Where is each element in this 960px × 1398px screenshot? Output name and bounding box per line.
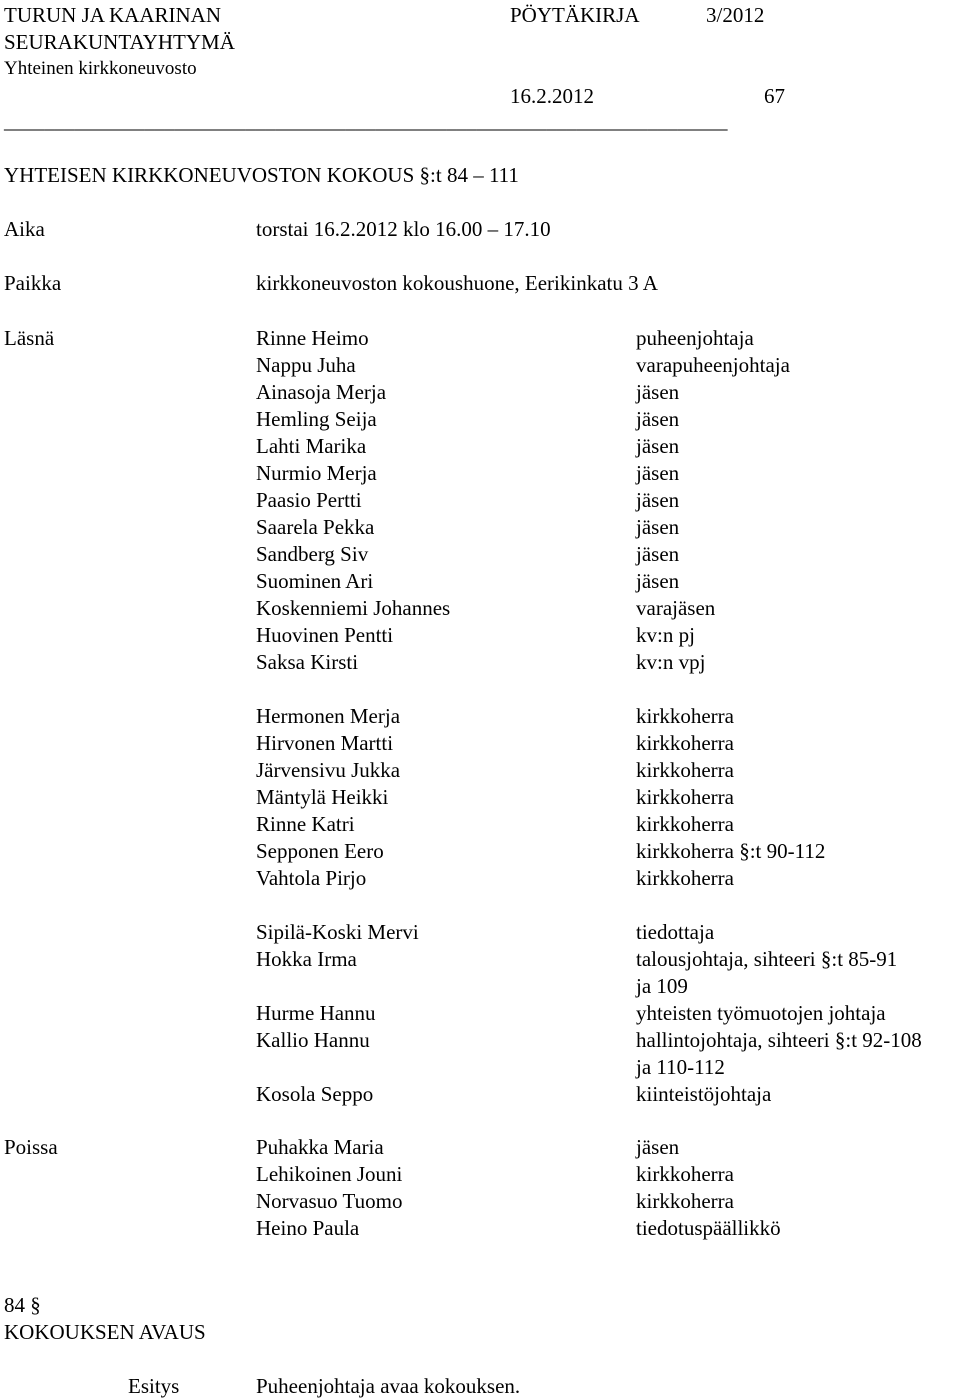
member-role: jäsen [636,380,680,404]
staff-name: Hokka Irma [256,947,357,971]
clergy-name: Hirvonen Martti [256,731,394,755]
absent-label: Poissa [4,1135,58,1159]
item-title: KOKOUKSEN AVAUS [4,1320,206,1344]
absent-name: Heino Paula [256,1216,360,1240]
member-name: Sandberg Siv [256,542,369,566]
clergy-role: kirkkoherra §:t 90-112 [636,839,826,863]
clergy-role: kirkkoherra [636,785,734,809]
member-name: Nurmio Merja [256,461,377,485]
header-rule: ________________________________________________________________________ [4,111,728,133]
member-role: puheenjohtaja [636,326,754,350]
clergy-name: Sepponen Eero [256,839,384,863]
absent-name: Norvasuo Tuomo [256,1189,403,1213]
absent-role: jäsen [636,1135,680,1159]
staff-role: kiinteistöjohtaja [636,1082,772,1106]
member-name: Huovinen Pentti [256,623,394,647]
staff-role-continued: ja 110-112 [636,1055,725,1079]
clergy-name: Hermonen Merja [256,704,401,728]
place-value: kirkkoneuvoston kokoushuone, Eerikinkatu 3 A [256,271,658,295]
clergy-role: kirkkoherra [636,704,734,728]
place-label: Paikka [4,271,62,295]
time-label: Aika [4,217,45,241]
member-name: Nappu Juha [256,353,356,377]
member-name: Saarela Pekka [256,515,375,539]
clergy-name: Järvensivu Jukka [256,758,401,782]
staff-name: Kallio Hannu [256,1028,370,1052]
member-role: jäsen [636,488,680,512]
member-name: Lahti Marika [256,434,367,458]
member-role: jäsen [636,434,680,458]
staff-role: yhteisten työmuotojen johtaja [636,1001,886,1025]
clergy-name: Vahtola Pirjo [256,866,367,890]
org-name-line2: SEURAKUNTAYHTYMÄ [4,30,235,54]
staff-name: Sipilä-Koski Mervi [256,920,419,944]
staff-role: talousjohtaja, sihteeri §:t 85-91 [636,947,898,971]
item-number [4,1295,41,1316]
clergy-role: kirkkoherra [636,758,734,782]
member-name: Suominen Ari [256,569,374,593]
meeting-title-text: YHTEISEN KIRKKONEUVOSTON KOKOUS [4,163,420,187]
staff-role: tiedottaja [636,920,715,944]
absent-role: tiedotuspäällikkö [636,1216,781,1240]
clergy-name: Rinne Katri [256,812,355,836]
staff-role: hallintojohtaja, sihteeri §:t 92-108 [636,1028,922,1052]
document-number: 3/2012 [706,3,765,27]
document-type: PÖYTÄKIRJA [510,3,640,27]
member-name: Rinne Heimo [256,326,369,350]
staff-role-continued: ja 109 [636,974,688,998]
section-sign: § [419,163,431,187]
member-role: jäsen [636,515,680,539]
page-number: 67 [764,84,785,108]
member-name: Koskenniemi Johannes [256,596,451,620]
absent-role: kirkkoherra [636,1162,734,1186]
clergy-name: Mäntylä Heikki [256,785,389,809]
org-name-line3: Yhteinen kirkkoneuvosto [4,58,197,79]
member-role: jäsen [636,407,680,431]
absent-role: kirkkoherra [636,1189,734,1213]
item-number-value: 84 [4,1293,25,1317]
section-sign: § [30,1293,41,1317]
member-role: jäsen [636,461,680,485]
staff-name: Kosola Seppo [256,1082,374,1106]
member-name: Hemling Seija [256,407,377,431]
member-role: kv:n vpj [636,650,706,674]
member-role: varapuheenjohtaja [636,353,790,377]
clergy-role: kirkkoherra [636,866,734,890]
meeting-title-range: :t 84 – 111 [430,163,519,187]
time-value: torstai 16.2.2012 klo 16.00 – 17.10 [256,217,551,241]
org-name-line1: TURUN JA KAARINAN [4,3,222,27]
proposal-label: Esitys [128,1374,180,1398]
member-name: Saksa Kirsti [256,650,359,674]
member-name: Paasio Pertti [256,488,362,512]
member-role: jäsen [636,569,680,593]
absent-name: Lehikoinen Jouni [256,1162,403,1186]
staff-name: Hurme Hannu [256,1001,376,1025]
proposal-text: Puheenjohtaja avaa kokouksen. [256,1374,521,1398]
member-name: Ainasoja Merja [256,380,387,404]
clergy-role: kirkkoherra [636,812,734,836]
document-date: 16.2.2012 [510,84,594,108]
member-role: varajäsen [636,596,716,620]
absent-name: Puhakka Maria [256,1135,384,1159]
member-role: jäsen [636,542,680,566]
clergy-role: kirkkoherra [636,731,734,755]
member-role: kv:n pj [636,623,695,647]
present-label: Läsnä [4,326,55,350]
meeting-title [4,165,519,186]
